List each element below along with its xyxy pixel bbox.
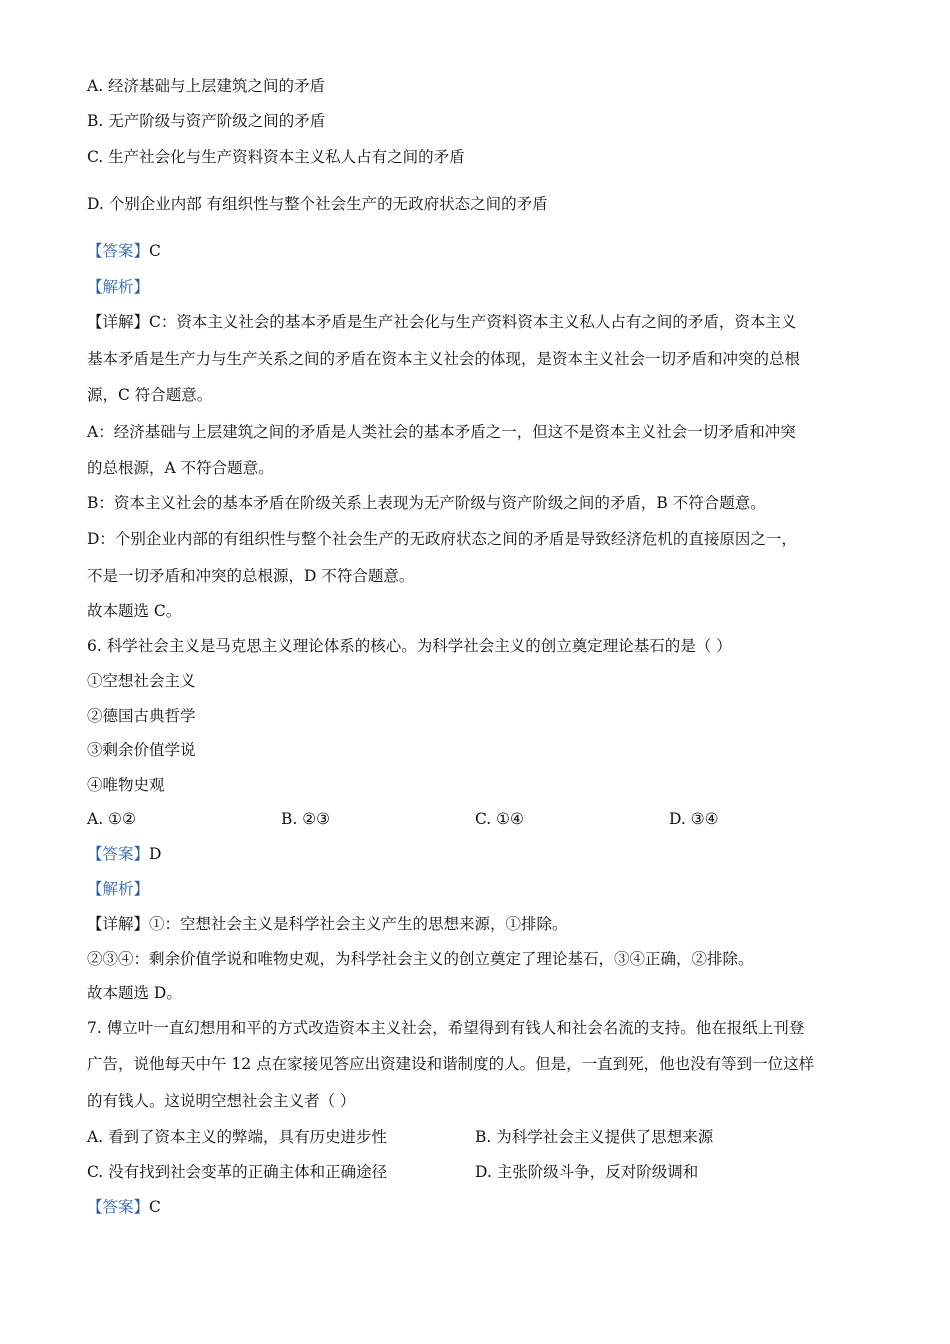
q5-detail-line (87, 311, 796, 333)
q6-detail-line (87, 913, 568, 935)
q7-option-c: C. 没有找到社会变革的正确主体和正确途径 (87, 1163, 388, 1181)
q7-answer (87, 1196, 161, 1218)
q6-item: ③剩余价值学说 (87, 741, 196, 759)
q6-option-b: B. ②③ (281, 810, 331, 828)
q6-detail-line: ②③④：剩余价值学说和唯物史观，为科学社会主义的创立奠定了理论基石，③④正确，②排除。 (87, 950, 754, 968)
q5-conclusion: 故本题选 C。 (87, 602, 182, 620)
q5-option-d: D. 个别企业内部 有组织性与整个社会生产的无政府状态之间的矛盾 (87, 195, 548, 213)
q5-detail-line: 基本矛盾是生产力与生产关系之间的矛盾在资本主义社会的体现，是资本主义社会一切矛盾和冲突的总根 (87, 350, 801, 368)
q5-detail-line: 不是一切矛盾和冲突的总根源，D 不符合题意。 (87, 567, 415, 585)
q7-option-b: B. 为科学社会主义提供了思想来源 (475, 1128, 714, 1146)
detail-text: C：资本主义社会的基本矛盾是生产社会化与生产资料资本主义私人占有之间的矛盾，资本主义 (149, 313, 797, 331)
detail-tag: 【详解】 (87, 915, 150, 933)
detail-tag: 【详解】 (87, 313, 150, 331)
answer-tag: 【答案】 (87, 1198, 150, 1216)
answer-tag: 【答案】 (87, 242, 150, 260)
q7-option-d: D. 主张阶级斗争，反对阶级调和 (475, 1163, 699, 1181)
q5-detail-line: D：个别企业内部的有组织性与整个社会生产的无政府状态之间的矛盾是导致经济危机的直接原因之一， (87, 530, 797, 548)
q6-option-a: A. ①② (87, 810, 136, 828)
q5-detail-line: A：经济基础与上层建筑之间的矛盾是人类社会的基本矛盾之一，但这不是资本主义社会一切矛盾和冲突 (87, 423, 796, 441)
q6-answer (87, 843, 161, 865)
q7-option-a: A. 看到了资本主义的弊端，具有历史进步性 (87, 1128, 388, 1146)
q6-item: ②德国古典哲学 (87, 707, 196, 725)
answer-value: D (149, 845, 162, 863)
q5-option-a: A. 经济基础与上层建筑之间的矛盾 (87, 77, 326, 95)
q6-option-d: D. ③④ (669, 810, 719, 828)
q6-item: ①空想社会主义 (87, 672, 196, 690)
answer-value: C (149, 242, 161, 260)
q5-detail-line: 的总根源，A 不符合题意。 (87, 459, 274, 477)
detail-text: ①：空想社会主义是科学社会主义产生的思想来源，①排除。 (149, 915, 568, 933)
answer-tag: 【答案】 (87, 845, 150, 863)
q6-option-c: C. ①④ (475, 810, 524, 828)
q5-detail-line: 源，C 符合题意。 (87, 386, 213, 404)
q5-analysis-tag: 【解析】 (87, 278, 150, 296)
q6-stem: 6. 科学社会主义是马克思主义理论体系的核心。为科学社会主义的创立奠定理论基石的是（ ） (87, 637, 732, 655)
q6-item: ④唯物史观 (87, 776, 165, 794)
q5-detail-line: B：资本主义社会的基本矛盾在阶级关系上表现为无产阶级与资产阶级之间的矛盾，B 不符合题意。 (87, 494, 766, 512)
q7-stem-line: 7. 傅立叶一直幻想用和平的方式改造资本主义社会，希望得到有钱人和社会名流的支持。他在报纸上刊登 (87, 1019, 805, 1037)
q5-option-c: C. 生产社会化与生产资料资本主义私人占有之间的矛盾 (87, 148, 465, 166)
q7-stem-line: 的有钱人。这说明空想社会主义者（ ） (87, 1092, 356, 1110)
answer-value: C (149, 1198, 161, 1216)
q5-answer (87, 240, 161, 262)
q6-conclusion: 故本题选 D。 (87, 984, 182, 1002)
q6-analysis-tag: 【解析】 (87, 880, 150, 898)
q7-stem-line: 广告，说他每天中午 12 点在家接见答应出资建设和谐制度的人。但是，一直到死，他也没有等到一位这样 (87, 1055, 815, 1073)
q5-option-b: B. 无产阶级与资产阶级之间的矛盾 (87, 112, 326, 130)
